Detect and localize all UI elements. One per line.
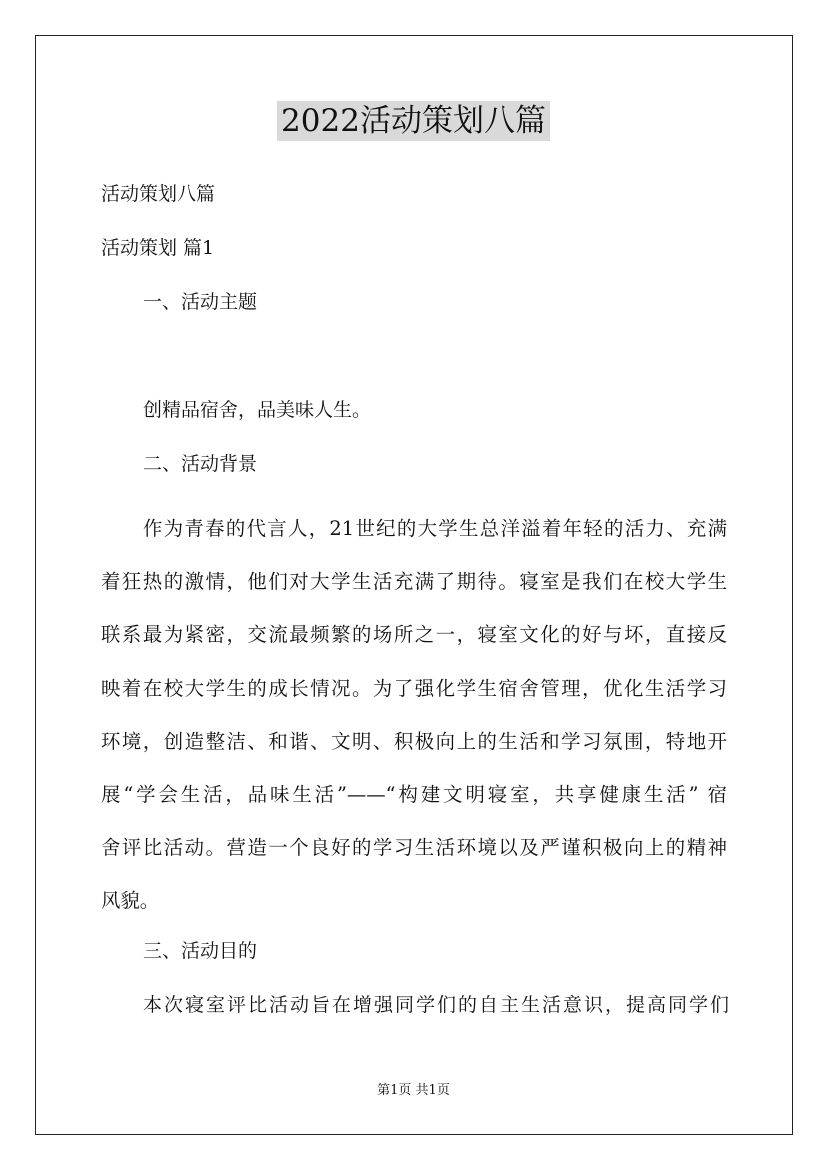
document-subtitle: 活动策划八篇 <box>101 183 216 205</box>
title-container <box>0 101 827 141</box>
heading-background: 二、活动背景 <box>143 453 258 475</box>
purpose-text: 本次寝室评比活动旨在增强同学们的自主生活意识，提高同学们 <box>143 994 729 1016</box>
theme-text: 创精品宿舍，品美味人生。 <box>143 399 372 421</box>
heading-theme: 一、活动主题 <box>143 291 258 313</box>
paragraph-line: 映着在校大学生的成长情况。为了强化学生宿舍管理，优化生活学习 <box>101 676 727 700</box>
paragraph-line: 环境，创造整洁、和谐、文明、积极向上的生活和学习氛围，特地开 <box>101 729 727 753</box>
document-title: 2022活动策划八篇 <box>277 101 550 141</box>
paragraph-line: 展“学会生活，品味生活”——“构建文明寝室，共享健康生活” 宿 <box>101 782 727 806</box>
paragraph-line: 作为青春的代言人，21世纪的大学生总洋溢着年轻的活力、充满 <box>143 517 727 540</box>
paragraph-line: 着狂热的激情，他们对大学生活充满了期待。寝室是我们在校大学生 <box>101 570 727 594</box>
section-heading: 活动策划 篇1 <box>101 237 215 259</box>
paragraph-line: 舍评比活动。营造一个良好的学习生活环境以及严谨积极向上的精神 <box>101 836 727 860</box>
paragraph-line: 联系最为紧密，交流最频繁的场所之一，寝室文化的好与坏，直接反 <box>101 623 727 647</box>
heading-purpose: 三、活动目的 <box>143 940 258 962</box>
background-paragraph <box>101 502 727 928</box>
page-footer: 第1页 共1页 <box>377 1083 450 1098</box>
paragraph-line: 风貌。 <box>101 889 160 913</box>
